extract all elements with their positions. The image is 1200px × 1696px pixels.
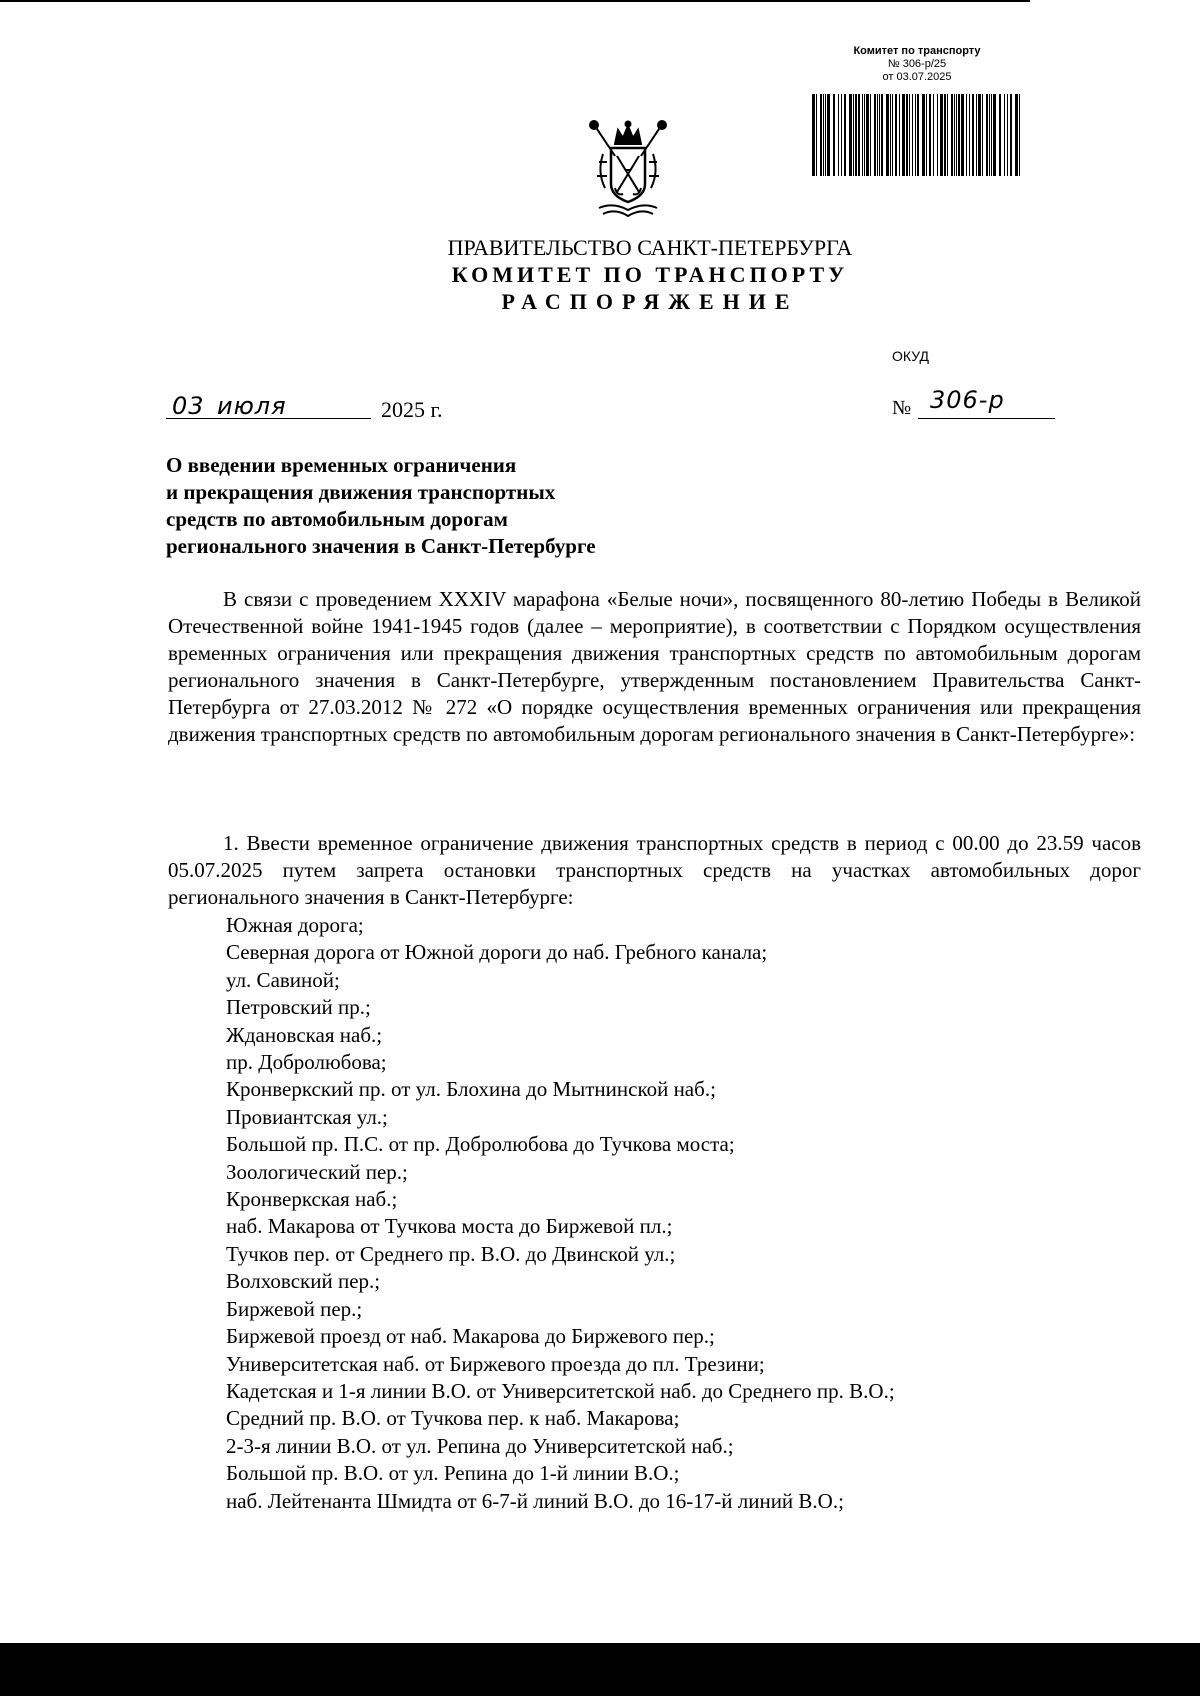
barcode-bar	[947, 94, 948, 176]
road-item: Кадетская и 1-я линии В.О. от Университетской наб. до Среднего пр. В.О.;	[226, 1378, 895, 1403]
title-line: О введении временных ограничения	[166, 453, 517, 477]
barcode-bar	[912, 94, 913, 176]
barcode-bar	[993, 94, 996, 176]
road-item: Кронверкская наб.;	[226, 1187, 398, 1212]
barcode-bar	[812, 94, 815, 176]
stamp-organization: Комитет по транспорту	[853, 45, 981, 57]
barcode-bar	[849, 94, 852, 176]
road-item: Средний пр. В.О. от Тучкова пер. к наб. Макарова;	[226, 1406, 680, 1431]
barcode-bar	[986, 94, 988, 176]
stamp-date: от 03.07.2025	[882, 71, 952, 83]
barcode-bar	[961, 94, 964, 176]
scan-top-edge	[0, 0, 1030, 2]
road-item: наб. Макарова от Тучкова моста до Биржевой пл.;	[226, 1214, 673, 1239]
barcode-bar	[976, 94, 977, 176]
barcode-bar	[906, 94, 908, 176]
barcode-bar	[855, 94, 857, 176]
barcode-bar	[933, 94, 934, 176]
barcode-bar	[881, 94, 883, 176]
barcode-bar	[820, 94, 822, 176]
road-item: ул. Савиной;	[226, 967, 340, 992]
barcode-bar	[895, 94, 897, 176]
barcode-bar	[902, 94, 905, 176]
date-year: 2025 г.	[381, 397, 443, 422]
barcode-bar	[899, 94, 900, 176]
road-list	[226, 912, 895, 1515]
road-item: Университетская наб. от Биржевого проезда до пл. Трезини;	[226, 1351, 765, 1376]
committee-title: КОМИТЕТ ПО ТРАНСПОРТУ	[451, 262, 849, 287]
barcode-bar	[877, 94, 878, 176]
barcode-bar	[841, 94, 842, 176]
road-item: Волховский пер.;	[226, 1269, 381, 1294]
road-item: Южная дорога;	[226, 913, 364, 937]
okud-label: ОКУД	[892, 348, 929, 364]
barcode-bar	[982, 94, 983, 176]
barcode-bar	[958, 94, 960, 176]
road-item: пр. Добролюбова;	[226, 1050, 387, 1075]
barcode-bar	[866, 94, 869, 176]
date-day: 03	[172, 392, 205, 420]
barcode-bar	[890, 94, 891, 176]
barcode-bar	[1019, 94, 1020, 176]
barcode-bar	[864, 94, 865, 176]
registration-stamp	[812, 45, 1022, 84]
road-item: Большой пр. В.О. от ул. Репина до 1-й линии В.О.;	[226, 1461, 680, 1486]
barcode-bar	[999, 94, 1001, 176]
date-month: июля	[217, 392, 287, 420]
road-item: наб. Лейтенанта Шмидта от 6-7-й линий В.О. до 16-17-й линий В.О.;	[226, 1488, 844, 1513]
road-item: Северная дорога от Южной дороги до наб. Гребного канала;	[226, 940, 768, 965]
barcode-bar	[844, 94, 846, 176]
barcode-bar	[879, 94, 880, 176]
stamp-number: № 306-р/25	[887, 58, 947, 70]
barcode-bar	[874, 94, 876, 176]
barcode-bar	[1007, 94, 1008, 176]
title-line: регионального значения в Санкт-Петербурге	[166, 534, 596, 558]
barcode-bar	[823, 94, 824, 176]
road-item: Петровский пр.;	[226, 995, 371, 1020]
road-item: 2-3-я линии В.О. от ул. Репина до Университетской наб.;	[226, 1433, 734, 1458]
barcode-bar	[951, 94, 953, 176]
barcode-bar	[858, 94, 860, 176]
road-item: Большой пр. П.С. от пр. Добролюбова до Тучкова моста;	[226, 1132, 735, 1157]
barcode-bar	[978, 94, 981, 176]
road-item: Провиантская ул.;	[226, 1104, 388, 1129]
road-item: Биржевой проезд от наб. Макарова до Биржевого пер.;	[226, 1324, 715, 1349]
barcode-bar	[833, 94, 835, 176]
barcode-bar	[862, 94, 863, 176]
road-item: Кронверкский пр. от ул. Блохина до Мытнинской наб.;	[226, 1077, 716, 1102]
barcode-bar	[915, 94, 916, 176]
title-line: средств по автомобильным дорогам	[166, 507, 508, 531]
barcode-bar	[892, 94, 893, 176]
road-item: Биржевой пер.;	[226, 1296, 363, 1321]
barcode-bar	[956, 94, 957, 176]
barcode-bar	[954, 94, 955, 176]
document-title	[166, 452, 726, 560]
barcode-bar	[991, 94, 992, 176]
barcode-bar	[926, 94, 927, 176]
barcode-bar	[944, 94, 946, 176]
barcode-bar	[827, 94, 830, 176]
road-item: Ждановская наб.;	[226, 1022, 383, 1047]
barcode-bar	[909, 94, 910, 176]
barcode-bar	[1015, 94, 1018, 176]
clause-1-paragraph: 1. Ввести временное ограничение движения транспортных средств в период с 00.00 до 23.59 часов 05.07.2025 путем запрета остановки транспортных средств на участках автомобильных дорог регионального значения в Санкт-Петербурге:	[168, 831, 1141, 909]
barcode-bar	[940, 94, 943, 176]
government-title: ПРАВИТЕЛЬСТВО САНКТ-ПЕТЕРБУРГА	[447, 235, 853, 260]
barcode-bar	[825, 94, 826, 176]
document-type: РАСПОРЯЖЕНИЕ	[501, 289, 799, 314]
road-item: Зоологический пер.;	[226, 1159, 408, 1184]
coat-of-arms-emblem	[585, 118, 671, 224]
barcode-bar	[922, 94, 925, 176]
barcode-bar	[969, 94, 970, 176]
barcode	[812, 94, 1022, 176]
barcode-bar	[886, 94, 889, 176]
barcode-bar	[917, 94, 919, 176]
barcode-bar	[1004, 94, 1005, 176]
barcode-bar	[989, 94, 990, 176]
barcode-bar	[870, 94, 871, 176]
number-sign: №	[892, 397, 912, 419]
document-number: 306-р	[930, 386, 1005, 414]
barcode-bar	[937, 94, 938, 176]
barcode-bar	[816, 94, 817, 176]
scan-bottom-edge	[0, 1643, 1200, 1696]
barcode-bar	[972, 94, 974, 176]
barcode-bar	[853, 94, 854, 176]
barcode-bar	[966, 94, 967, 176]
barcode-bar	[929, 94, 931, 176]
barcode-bar	[838, 94, 839, 176]
road-item: Тучков пер. от Среднего пр. В.О. до Двинской ул.;	[226, 1241, 676, 1266]
title-line: и прекращения движения транспортных	[166, 480, 556, 504]
barcode-bar	[1010, 94, 1012, 176]
preamble-paragraph: В связи с проведением XXXIV марафона «Белые ночи», посвященного 80-летию Победы в Великой Отечественной войне 1941-1945 годов (далее – мероприятие), в соответствии с Порядком осуществления временных ограничения или прекращения движения транспортных средств по автомобильным дорогам регионального значения в Санкт-Петербурге, утвержденным постановлением Правительства Санкт-Петербурга от 27.03.2012 № 272 «О порядке осуществления временных ограничения или прекращения движения транспортных средств по автомобильным дорогам регионального значения в Санкт-Петербурге»:	[168, 587, 1141, 746]
